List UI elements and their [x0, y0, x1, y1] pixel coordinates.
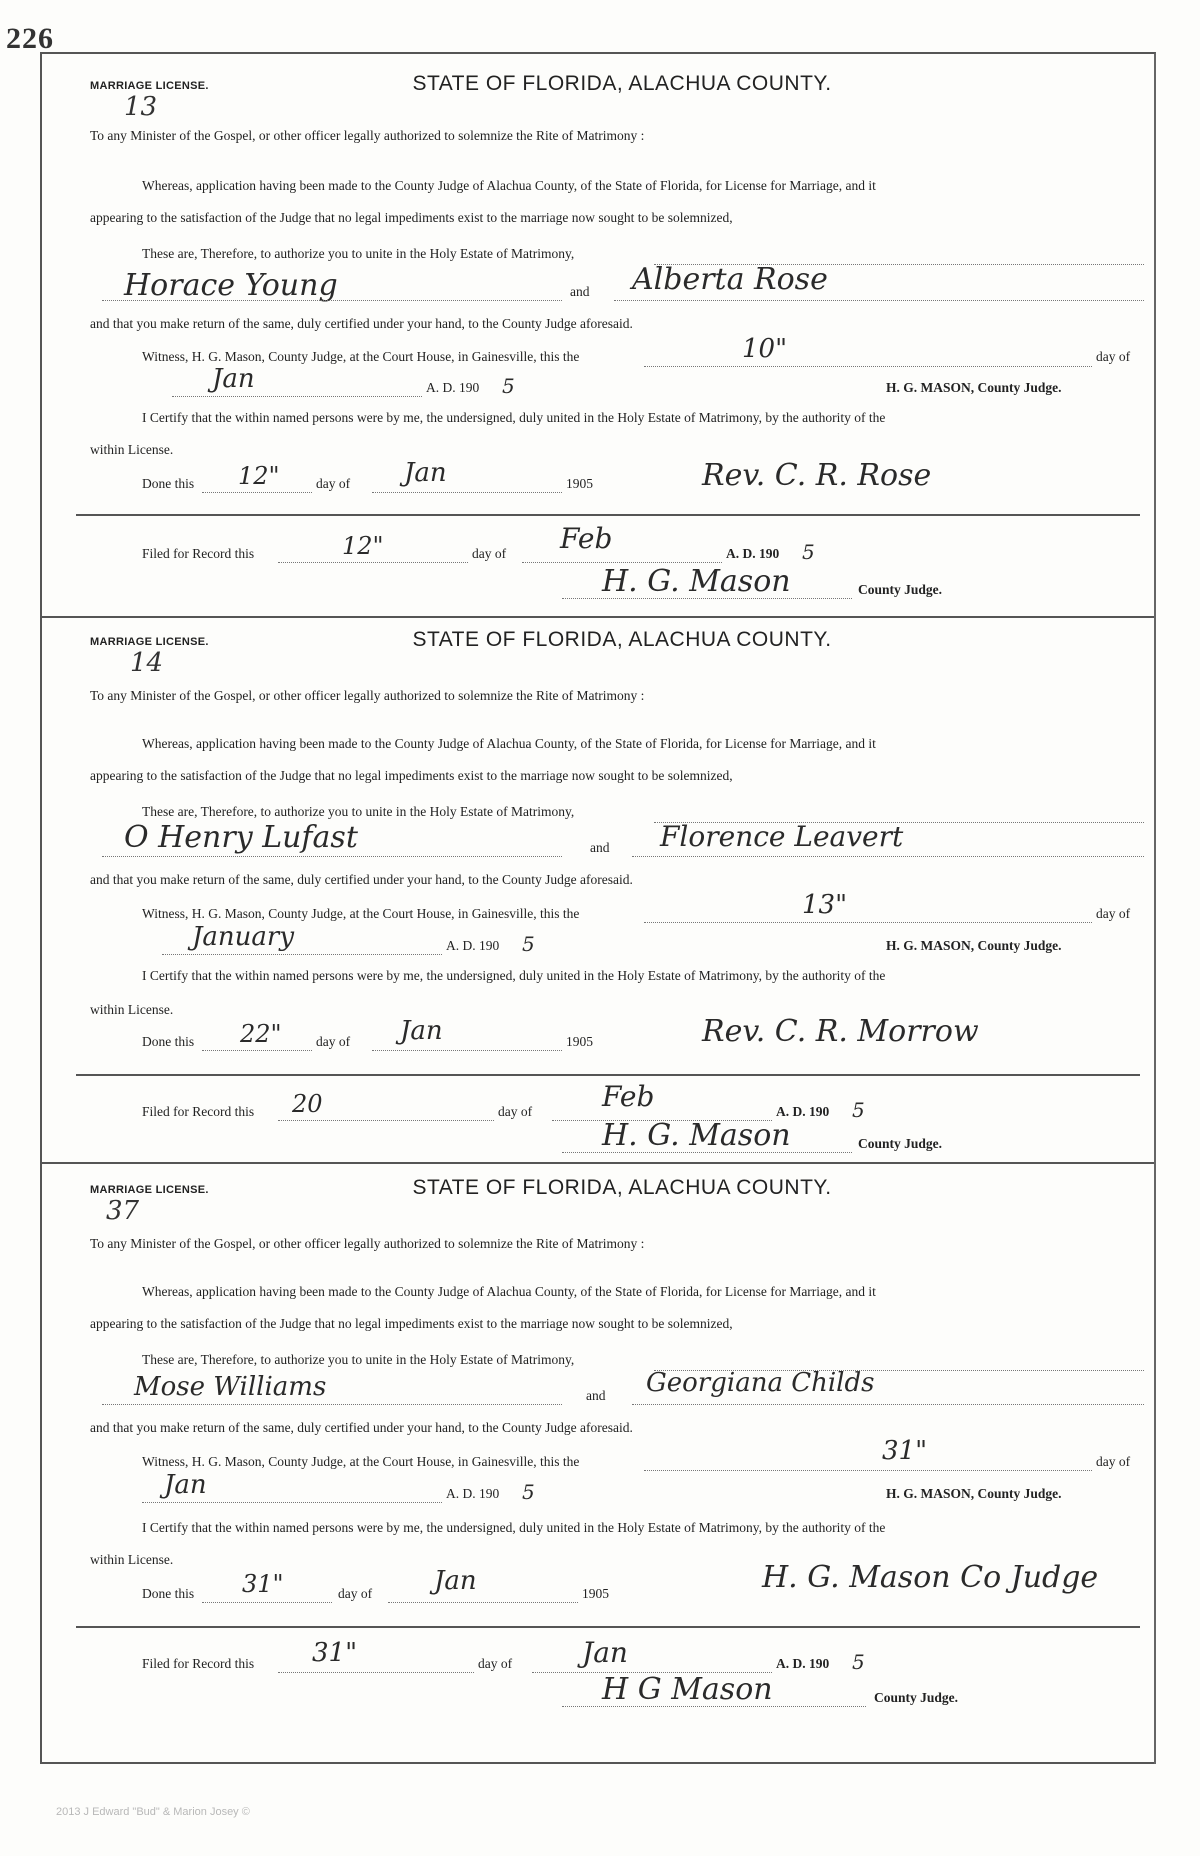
done-this-label: Done this — [142, 476, 195, 491]
these-are: These are, Therefore, to authorize you to unite in the Holy Estate of Matrimony, — [142, 246, 575, 261]
whereas-line-2: appearing to the satisfaction of the Judge that no legal impediments exist to the marriage now sought to be solemnized, — [90, 210, 733, 225]
witness-month: Jan — [212, 364, 255, 394]
county-judge-label: County Judge. — [858, 1136, 943, 1151]
bride-name: Georgiana Childs — [646, 1368, 875, 1398]
done-this-label: Done this — [142, 1586, 195, 1601]
filed-day: 31" — [312, 1638, 358, 1668]
fill-line — [278, 1672, 474, 1673]
register-page-frame — [40, 52, 1156, 1764]
done-month: Jan — [434, 1566, 477, 1596]
county-judge-label: County Judge. — [858, 582, 943, 597]
fill-line — [278, 562, 468, 563]
witness-day: 13" — [802, 890, 848, 920]
whereas-line-2: appearing to the satisfaction of the Judge that no legal impediments exist to the marriage now sought to be solemnized, — [90, 768, 733, 783]
fill-line — [202, 492, 312, 493]
witness-year-digit: 5 — [502, 374, 515, 398]
whereas-line-1: Whereas, application having been made to the County Judge of Alachua County, of the State of Florida, for License for Marriage, and it — [142, 736, 876, 751]
done-year: 1905 — [582, 1586, 609, 1601]
to-any-minister: To any Minister of the Gospel, or other officer legally authorized to solemnize the Rite of Matrimony : — [90, 128, 645, 143]
page-number: 226 — [6, 22, 54, 55]
done-day-of: day of — [316, 476, 351, 491]
fill-line — [372, 492, 562, 493]
day-of-label: day of — [1096, 1454, 1131, 1469]
license-entry-3 — [42, 1162, 1154, 1764]
fill-line — [388, 1602, 578, 1603]
done-month: Jan — [404, 458, 447, 488]
filed-month: Jan — [582, 1636, 628, 1669]
certify-line-2: within License. — [90, 442, 174, 457]
done-this-label: Done this — [142, 1034, 195, 1049]
filed-day-of: day of — [498, 1104, 533, 1119]
signature-rule — [76, 514, 1140, 516]
fill-line — [522, 562, 722, 563]
fill-line — [202, 1602, 332, 1603]
license-number: 13 — [124, 92, 158, 122]
officiant-signature: Rev. C. R. Morrow — [702, 1014, 979, 1049]
done-month: Jan — [400, 1016, 443, 1046]
fill-line — [562, 598, 852, 599]
signature-rule — [76, 1074, 1140, 1076]
fill-line — [202, 1050, 312, 1051]
day-of-label: day of — [1096, 906, 1131, 921]
fill-line — [372, 1050, 562, 1051]
fill-line — [172, 396, 422, 397]
officiant-signature: H. G. Mason Co Judge — [762, 1560, 1099, 1595]
license-label: MARRIAGE LICENSE. — [90, 80, 209, 92]
witness-year-digit: 5 — [522, 932, 535, 956]
certify-line-1: I Certify that the within named persons were by me, the undersigned, duly united in the Holy Estate of Matrimony, by the authority of the — [142, 1520, 886, 1535]
groom-name: Mose Williams — [134, 1372, 327, 1402]
filed-signature: H. G. Mason — [602, 1118, 791, 1153]
filed-ad: A. D. 190 — [726, 546, 780, 561]
groom-name: Horace Young — [124, 268, 338, 303]
certify-line-1: I Certify that the within named persons were by me, the undersigned, duly united in the Holy Estate of Matrimony, by the authority of the — [142, 968, 886, 983]
done-year: 1905 — [566, 1034, 593, 1049]
ad-label: A. D. 190 — [426, 380, 480, 395]
certify-line-1: I Certify that the within named persons were by me, the undersigned, duly united in the Holy Estate of Matrimony, by the authority of the — [142, 410, 886, 425]
witness-day: 10" — [742, 334, 788, 364]
to-any-minister: To any Minister of the Gospel, or other officer legally authorized to solemnize the Rite of Matrimony : — [90, 1236, 645, 1251]
witness-text: Witness, H. G. Mason, County Judge, at the Court House, in Gainesville, this the — [142, 349, 580, 364]
fill-line — [142, 1502, 442, 1503]
filed-day-of: day of — [472, 546, 507, 561]
license-heading: STATE OF FLORIDA, ALACHUA COUNTY. — [412, 72, 832, 95]
day-of-label: day of — [1096, 349, 1131, 364]
whereas-line-1: Whereas, application having been made to the County Judge of Alachua County, of the State of Florida, for License for Marriage, and it — [142, 178, 876, 193]
filed-label: Filed for Record this — [142, 1104, 255, 1119]
license-label: MARRIAGE LICENSE. — [90, 636, 209, 648]
return-text: and that you make return of the same, duly certified under your hand, to the County Judge aforesaid. — [90, 872, 633, 887]
filed-year-digit: 5 — [802, 540, 815, 564]
signature-rule — [76, 1626, 1140, 1628]
fill-line — [632, 1404, 1144, 1405]
bride-name: Florence Leavert — [660, 820, 904, 853]
certify-line-2: within License. — [90, 1002, 174, 1017]
whereas-line-1: Whereas, application having been made to the County Judge of Alachua County, of the State of Florida, for License for Marriage, and it — [142, 1284, 876, 1299]
filed-signature: H. G. Mason — [602, 564, 791, 599]
judge-title: H. G. MASON, County Judge. — [886, 380, 1062, 395]
fill-line — [102, 1404, 562, 1405]
witness-day: 31" — [882, 1436, 928, 1466]
license-entry-2 — [42, 616, 1154, 1164]
ad-label: A. D. 190 — [446, 1486, 500, 1501]
witness-text: Witness, H. G. Mason, County Judge, at the Court House, in Gainesville, this the — [142, 906, 580, 921]
and-label: and — [590, 840, 610, 855]
done-day-of: day of — [338, 1586, 373, 1601]
these-are: These are, Therefore, to authorize you to unite in the Holy Estate of Matrimony, — [142, 804, 575, 819]
filed-label: Filed for Record this — [142, 1656, 255, 1671]
license-heading: STATE OF FLORIDA, ALACHUA COUNTY. — [412, 1176, 832, 1199]
filed-label: Filed for Record this — [142, 546, 255, 561]
fill-line — [562, 1706, 866, 1707]
license-number: 14 — [130, 648, 164, 678]
groom-name: O Henry Lufast — [124, 820, 358, 855]
filed-day: 20 — [292, 1090, 323, 1118]
done-year: 1905 — [566, 476, 593, 491]
license-heading: STATE OF FLORIDA, ALACHUA COUNTY. — [412, 628, 832, 651]
copyright-footer: 2013 J Edward "Bud" & Marion Josey © — [56, 1806, 250, 1818]
fill-line — [162, 954, 442, 955]
witness-text: Witness, H. G. Mason, County Judge, at the Court House, in Gainesville, this the — [142, 1454, 580, 1469]
witness-month: Jan — [164, 1470, 207, 1500]
fill-line — [278, 1120, 494, 1121]
fill-line — [102, 856, 562, 857]
return-text: and that you make return of the same, duly certified under your hand, to the County Judge aforesaid. — [90, 1420, 633, 1435]
fill-line — [644, 366, 1092, 367]
filed-ad: A. D. 190 — [776, 1656, 830, 1671]
to-any-minister: To any Minister of the Gospel, or other officer legally authorized to solemnize the Rite of Matrimony : — [90, 688, 645, 703]
fill-line — [644, 922, 1092, 923]
license-entry-1 — [42, 54, 1154, 618]
county-judge-label: County Judge. — [874, 1690, 959, 1705]
fill-line — [644, 1470, 1092, 1471]
and-label: and — [570, 284, 590, 299]
judge-title: H. G. MASON, County Judge. — [886, 1486, 1062, 1501]
whereas-line-2: appearing to the satisfaction of the Judge that no legal impediments exist to the marriage now sought to be solemnized, — [90, 1316, 733, 1331]
filed-day-of: day of — [478, 1656, 513, 1671]
license-number: 37 — [106, 1196, 140, 1226]
fill-line — [562, 1152, 852, 1153]
done-day-of: day of — [316, 1034, 351, 1049]
and-label: and — [586, 1388, 606, 1403]
officiant-signature: Rev. C. R. Rose — [702, 458, 932, 493]
done-day: 31" — [242, 1570, 284, 1598]
filed-year-digit: 5 — [852, 1650, 865, 1674]
filed-month: Feb — [560, 522, 613, 555]
ad-label: A. D. 190 — [446, 938, 500, 953]
fill-line — [102, 300, 562, 301]
filed-month: Feb — [602, 1080, 655, 1113]
witness-month: January — [192, 922, 295, 952]
fill-line — [614, 300, 1144, 301]
filed-signature: H G Mason — [602, 1672, 773, 1707]
license-label: MARRIAGE LICENSE. — [90, 1184, 209, 1196]
these-are: These are, Therefore, to authorize you to unite in the Holy Estate of Matrimony, — [142, 1352, 575, 1367]
filed-ad: A. D. 190 — [776, 1104, 830, 1119]
fill-line — [632, 856, 1144, 857]
done-day: 22" — [240, 1020, 282, 1048]
judge-title: H. G. MASON, County Judge. — [886, 938, 1062, 953]
return-text: and that you make return of the same, duly certified under your hand, to the County Judge aforesaid. — [90, 316, 633, 331]
bride-name: Alberta Rose — [632, 262, 828, 297]
certify-line-2: within License. — [90, 1552, 174, 1567]
filed-day: 12" — [342, 532, 384, 560]
filed-year-digit: 5 — [852, 1098, 865, 1122]
witness-year-digit: 5 — [522, 1480, 535, 1504]
done-day: 12" — [238, 462, 280, 490]
